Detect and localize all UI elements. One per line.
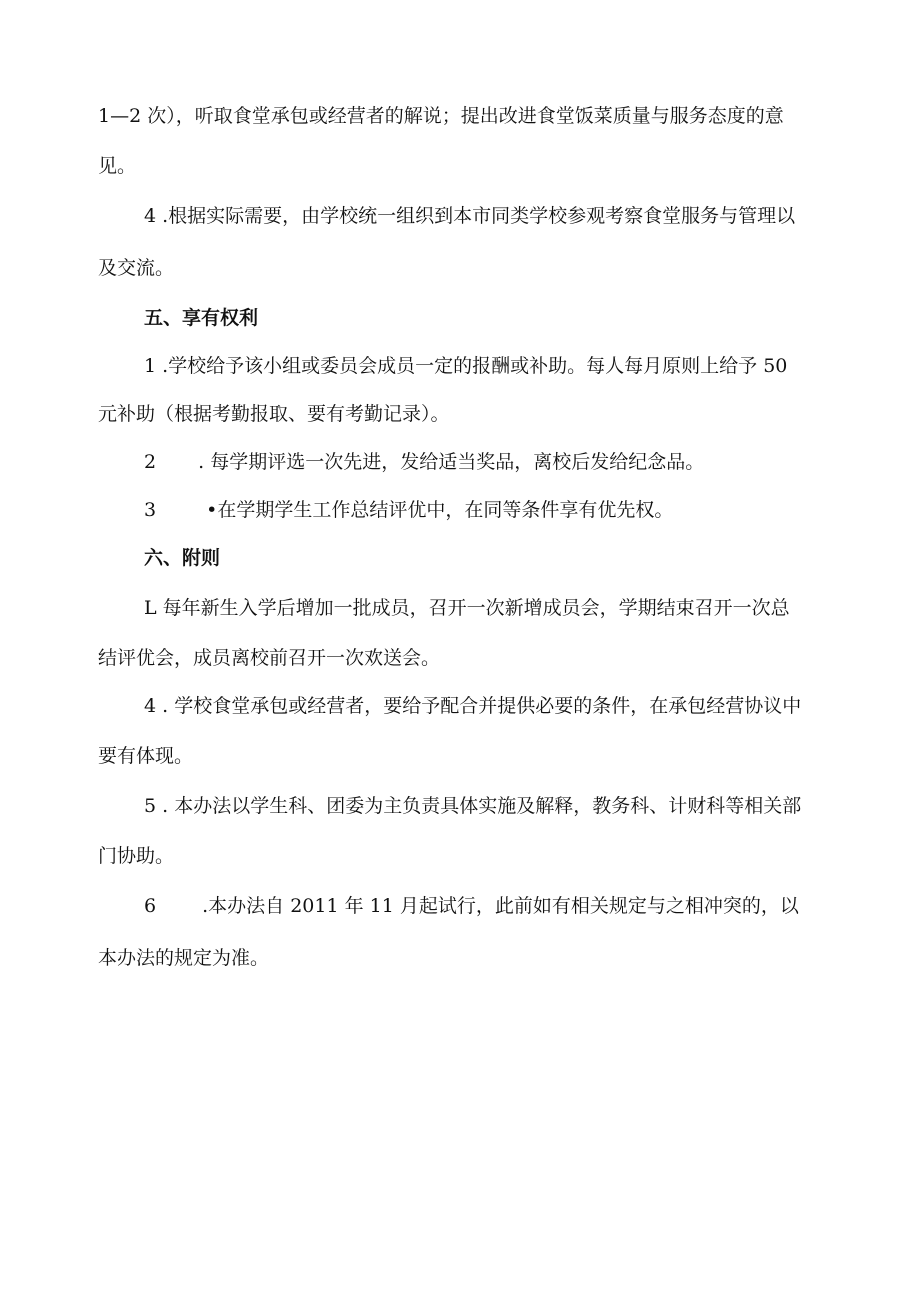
paragraph-line: 要有体现。 — [98, 745, 194, 767]
list-text: .本办法自 2011 年 11 月起试行，此前如有相关规定与之相冲突的，以 — [202, 895, 799, 917]
list-item — [144, 498, 673, 522]
paragraph-line: L 每年新生入学后增加一批成员，召开一次新增成员会，学期结束召开一次总 — [144, 597, 790, 619]
list-number: 6 — [144, 895, 157, 917]
list-number: 3 — [144, 499, 157, 521]
paragraph-line: 5 . 本办法以学生科、团委为主负责具体实施及解释，教务科、计财科等相关部 — [144, 795, 802, 817]
paragraph-line: 1—2 次），听取食堂承包或经营者的解说；提出改进食堂饭菜质量与服务态度的意 — [98, 105, 784, 127]
paragraph-line: 门协助。 — [98, 845, 175, 867]
list-text: •在学期学生工作总结评优中，在同等条件享有优先权。 — [206, 499, 674, 521]
paragraph-line: 见。 — [98, 155, 137, 177]
paragraph-line: 本办法的规定为准。 — [98, 947, 270, 969]
list-item — [144, 450, 704, 474]
section-heading: 六、附则 — [144, 547, 221, 569]
list-text: . 每学期评选一次先进，发给适当奖品，离校后发给纪念品。 — [198, 451, 705, 473]
list-number: 2 — [144, 451, 157, 473]
paragraph-line: 4 .根据实际需要，由学校统一组织到本市同类学校参观考察食堂服务与管理以 — [144, 205, 796, 227]
paragraph-line: 及交流。 — [98, 257, 175, 279]
paragraph-line: 结评优会，成员离校前召开一次欢送会。 — [98, 647, 441, 669]
list-item — [144, 894, 799, 918]
paragraph-line: 1 .学校给予该小组或委员会成员一定的报酬或补助。每人每月原则上给予 50 — [144, 355, 788, 377]
paragraph-line: 元补助（根据考勤报取、要有考勤记录）。 — [98, 403, 450, 425]
paragraph-line: 4 . 学校食堂承包或经营者，要给予配合并提供必要的条件，在承包经营协议中 — [144, 695, 802, 717]
section-heading: 五、享有权利 — [144, 307, 259, 329]
